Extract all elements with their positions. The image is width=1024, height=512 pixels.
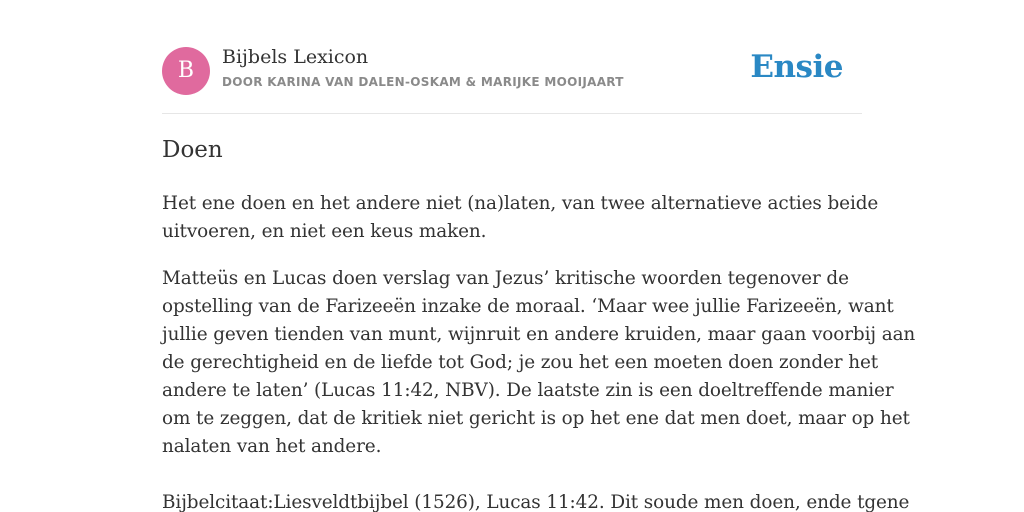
entry-paragraph-citation: [162, 489, 910, 512]
paragraph-line: nalaten van het andere.: [162, 436, 382, 457]
entry-paragraph-explanation: [162, 265, 916, 461]
paragraph-line: de gerechtigheid en de liefde tot God; je zou het een moeten doen zonder het: [162, 352, 879, 373]
paragraph-line: Matteüs en Lucas doen verslag van Jezus’ kritische woorden tegenover de: [162, 268, 849, 289]
book-avatar[interactable]: B: [162, 47, 210, 95]
lexicon-page: [162, 0, 916, 512]
ensie-logo-link[interactable]: Ensie: [750, 49, 843, 85]
paragraph-line: jullie geven tienden van munt, wijnruit en andere kruiden, maar gaan voorbij aan: [162, 324, 916, 345]
paragraph-line: uitvoeren, en niet een keus maken.: [162, 221, 487, 242]
lexicon-header: [162, 0, 862, 114]
paragraph-line: Het ene doen en het andere niet (na)laten, van twee alternatieve acties beide: [162, 193, 879, 214]
entry-title: Doen: [162, 137, 223, 163]
entry-paragraph-definition: [162, 190, 879, 246]
book-title-link[interactable]: Bijbels Lexicon: [222, 46, 369, 68]
paragraph-line: om te zeggen, dat de kritiek niet gericht is op het ene dat men doet, maar op het: [162, 408, 910, 429]
paragraph-line: opstelling van de Farizeeën inzake de moraal. ‘Maar wee jullie Farizeeën, want: [162, 296, 894, 317]
paragraph-line: Bijbelcitaat:Liesveldtbijbel (1526), Lucas 11:42. Dit soude men doen, ende tgene: [162, 492, 910, 512]
paragraph-line: andere te laten’ (Lucas 11:42, NBV). De laatste zin is een doeltreffende manier: [162, 380, 894, 401]
book-authors: DOOR KARINA VAN DALEN-OSKAM & MARIJKE MOOIJAART: [222, 75, 624, 89]
